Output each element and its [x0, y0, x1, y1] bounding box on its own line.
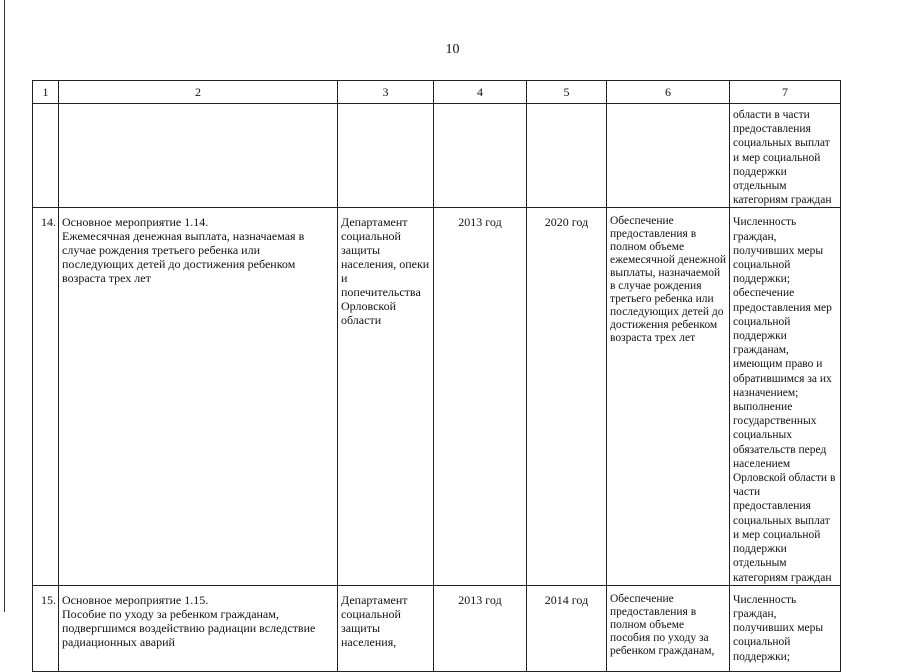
result-cell: Обеспечение предоставления в полном объеме ежемесячной денежной выплаты, назначаемой в случае рождения третьего ребенка или последующих детей до достижения ребенком возраста трех лет: [607, 208, 730, 585]
column-header: 5: [527, 81, 607, 104]
indicators-cell: области в части предоставления социальных выплат и мер социальной поддержки отдельным категориям граждан: [730, 104, 841, 208]
table-cell: [59, 104, 338, 208]
table-cell: [33, 104, 59, 208]
table-row: [33, 208, 841, 585]
row-number: 14.: [33, 208, 59, 585]
executor-cell: Департамент социальной защиты населения, опеки и попечительства Орловской области: [338, 208, 434, 585]
column-header: 4: [434, 81, 527, 104]
activity-cell: [59, 585, 338, 671]
end-year-cell: 2020 год: [527, 208, 607, 585]
start-year-cell: 2013 год: [434, 585, 527, 671]
activity-description: Ежемесячная денежная выплата, назначаемая в случае рождения третьего ребенка или последующих детей до достижения ребенком возраста трех лет: [62, 229, 305, 286]
page-number: 10: [445, 42, 460, 57]
executor-cell: Департамент социальной защиты населения,: [338, 585, 434, 671]
indicators-cell: Численность граждан, получивших меры социальной поддержки; обеспечение предоставления мер социальной поддержки гражданам, имеющим право и обратившимся за их назначением; выполнение государственных социальных обязательств перед населением Орловской области в части предоставления социальных выплат и мер социальной поддержки отдельным категориям граждан: [730, 208, 841, 585]
table-cell: [338, 104, 434, 208]
table-cell: [434, 104, 527, 208]
column-header: 1: [33, 81, 59, 104]
row-number: 15.: [33, 585, 59, 671]
indicators-cell: Численность граждан, получивших меры социальной поддержки;: [730, 585, 841, 671]
table-cell: [527, 104, 607, 208]
result-cell: Обеспечение предоставления в полном объеме пособия по уходу за ребенком гражданам,: [607, 585, 730, 671]
table-header-row: [33, 81, 841, 104]
start-year-cell: 2013 год: [434, 208, 527, 585]
activity-title: Основное мероприятие 1.15.: [62, 592, 209, 607]
activity-cell: [59, 208, 338, 585]
activity-description: Пособие по уходу за ребенком гражданам, подвергшимся воздействию радиации вследствие радиационных аварий: [62, 606, 316, 649]
end-year-cell: 2014 год: [527, 585, 607, 671]
column-header: 3: [338, 81, 434, 104]
column-header: 2: [59, 81, 338, 104]
page-left-edge: [4, 0, 5, 612]
program-table: [32, 80, 841, 672]
table-row: [33, 585, 841, 671]
activity-title: Основное мероприятие 1.14.: [62, 215, 209, 230]
column-header: 6: [607, 81, 730, 104]
continuation-row: [33, 104, 841, 208]
table-cell: [607, 104, 730, 208]
column-header: 7: [730, 81, 841, 104]
